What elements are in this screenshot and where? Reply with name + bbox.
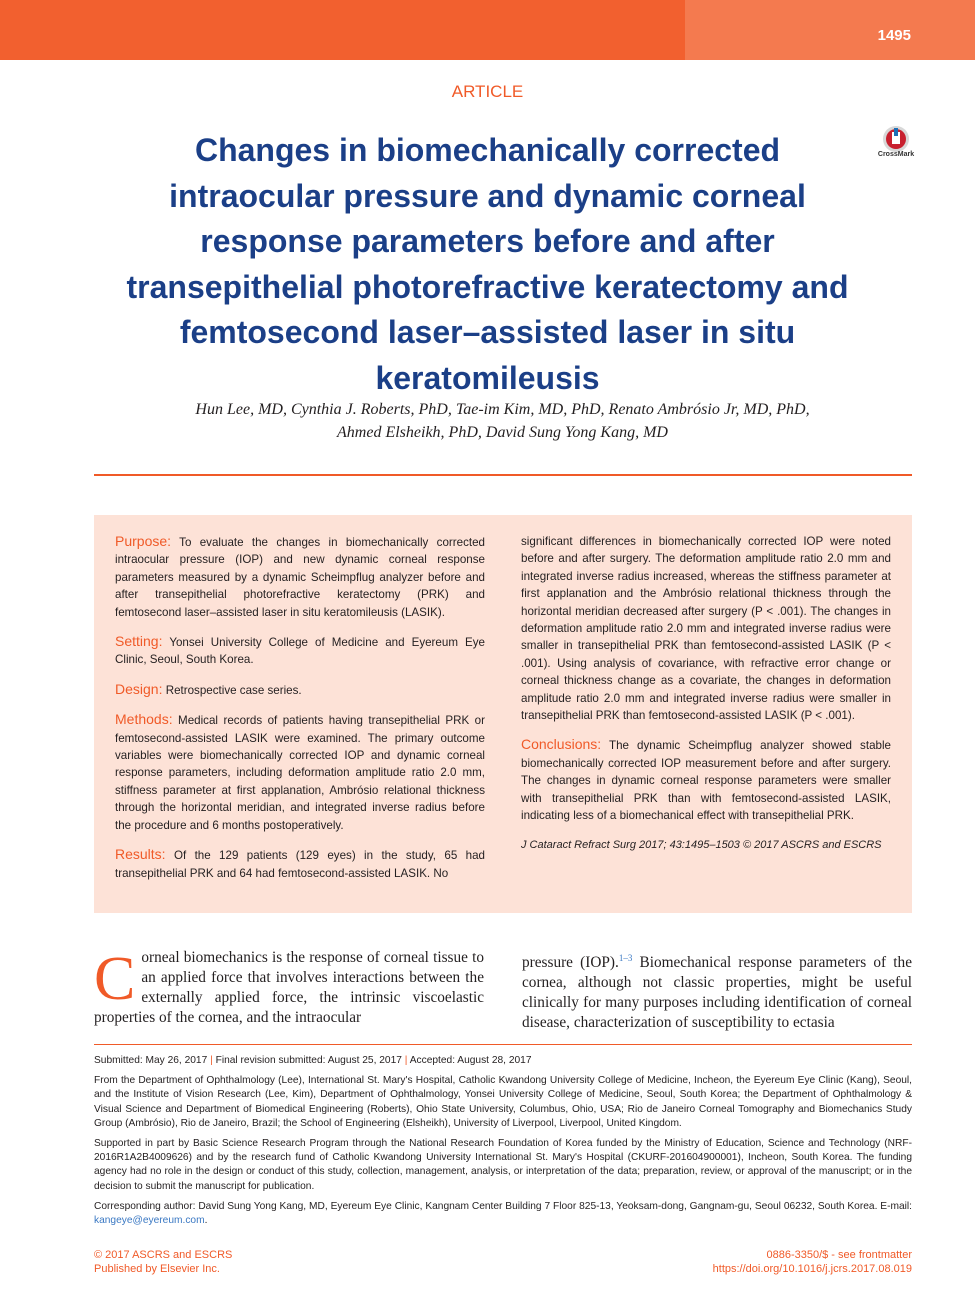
title-divider	[94, 474, 912, 476]
results-text-continued: significant differences in biomechanically corrected IOP were noted before and after surgery. The deformation amplitude ratio 2.0 mm and integrated inverse radius increased, whereas the stiffness parameter at first applanation and the Ambrósio relational thickness through the horizontal meridian decreased after surgery (P < .001). The changes in deformation amplitude ratio 2.0 mm and integrated inverse radius were smaller in transepithelial PRK than femtosecond-assisted LASIK (P < .001). Using analysis of covariance, with refractive error change or corneal thickness change as a covariate, the changes in deformation amplitude ratio 2.0 mm and integrated inverse radius were smaller in transepithelial PRK than femtosecond-assisted LASIK (P < .001).	[521, 535, 891, 723]
abstract-design	[115, 681, 485, 699]
top-banner-tab	[685, 0, 975, 60]
corresponding-end: .	[204, 1215, 208, 1227]
conclusions-heading: Conclusions:	[521, 736, 602, 753]
reference-link[interactable]: 1–3	[618, 953, 633, 963]
results-heading: Results:	[115, 846, 166, 863]
crossmark-label: CrossMark	[877, 151, 915, 158]
setting-text: Yonsei University College of Medicine and Eyereum Eye Clinic, Seoul, South Korea.	[115, 636, 485, 667]
corresponding-text: Corresponding author: David Sung Yong Kang, MD, Eyereum Eye Clinic, Kangnam Center Building 7 Floor 825-13, Yeoksam-dong, Gangnam-gu, Seoul 06232, South Korea. E-mail:	[94, 1200, 912, 1212]
page-number: 1495	[877, 27, 911, 44]
body-column-right	[522, 948, 912, 1033]
body-right-text-end: Biomechanical response parameters of the cornea, although not classic properties, might be useful clinically for many purposes including identification of corneal disease, characterization of susceptibility to ectasia	[522, 954, 912, 1032]
identifier-block	[713, 1248, 912, 1276]
abstract-methods	[115, 711, 485, 834]
authors-line-2: Ahmed Elsheikh, PhD, David Sung Yong Kang, MD	[337, 424, 668, 441]
abstract-setting	[115, 633, 485, 669]
submission-dates	[94, 1054, 912, 1068]
article-title: Changes in biomechanically corrected intraocular pressure and dynamic corneal response parameters before and after transepithelial photorefractive keratectomy and femtosecond laser–assisted laser in situ keratomileusis	[126, 132, 849, 396]
methods-heading: Methods:	[115, 711, 173, 728]
doi-link[interactable]: https://doi.org/10.1016/j.jcrs.2017.08.019	[712, 1263, 912, 1275]
abstract-column-right	[521, 533, 891, 866]
abstract-column-left	[115, 533, 485, 894]
body-right-text-start: pressure (IOP).	[522, 954, 619, 972]
body-left-text: orneal biomechanics is the response of corneal tissue to an applied force that involves interactions between the externally applied force, the intrinsic viscoelastic properties of the cornea, and the intraocular	[94, 949, 484, 1026]
author-list	[130, 398, 875, 444]
design-text: Retrospective case series.	[162, 683, 302, 697]
issn: 0886-3350/$ - see frontmatter	[766, 1249, 912, 1261]
funding-statement: Supported in part by Basic Science Research Program through the National Research Foundation of Korea funded by the Ministry of Education, Science and Technology (NRF-2016R1A2B4009626) and by the research fund of Catholic Kwandong University International St. Mary's Hospital (CKURF-201604900001), Incheon, South Korea. The funding agency had no role in the design or conduct of this study, collection, management, analysis, or interpretation of the data; preparation, review, or approval of the manuscript; or in the decision to submit the manuscript for publication.	[94, 1138, 912, 1192]
abstract-box	[94, 515, 912, 913]
setting-heading: Setting:	[115, 633, 163, 650]
revision-date: Final revision submitted: August 25, 2017	[215, 1055, 402, 1066]
design-heading: Design:	[115, 680, 163, 697]
separator: |	[210, 1055, 213, 1066]
conclusions-text: The dynamic Scheimpflug analyzer showed stable biomechanically corrected IOP measurement before and after surgery. The changes in dynamic corneal response parameters were smaller with transepithelial PRK than with femtosecond-assisted LASIK, indicating less of a biomechanical effect with transepithelial PRK.	[521, 739, 891, 823]
affiliations: From the Department of Ophthalmology (Lee), International St. Mary's Hospital, Catholic Kwandong University College of Medicine, Incheon, the Eyereum Eye Clinic (Kang), Seoul, and the Institute of Vision Research (Lee, Kim), Department of Ophthalmology, Yonsei University College of Medicine, Seoul, South Korea; the Department of Ophthalmology & Visual Science and Department of Biomedical Engineering (Roberts), Ohio State University, Columbus, Ohio, USA; Rio de Janeiro Corneal Tomography and Biomechanics Study Group (Ambrósio), Rio de Janeiro, Brazil; the School of Engineering (Elsheikh), University of Liverpool, Liverpool, United Kingdom.	[94, 1075, 912, 1129]
body-column-left	[94, 945, 484, 1028]
drop-cap: C	[94, 945, 136, 1013]
abstract-conclusions	[521, 736, 891, 824]
purpose-heading: Purpose:	[115, 533, 172, 549]
separator: |	[404, 1055, 408, 1066]
purpose-text: To evaluate the changes in biomechanically corrected intraocular pressure (IOP) and new dynamic corneal response parameters measured by a dynamic Scheimpflug analyzer before and after transepithelial photorefractive keratectomy (PRK) and femtosecond laser–assisted laser in situ keratomileusis (LASIK).	[115, 536, 485, 619]
corresponding-author	[94, 1200, 912, 1228]
email-link[interactable]: kangeye@eyereum.com	[94, 1215, 205, 1227]
publisher: Published by Elsevier Inc.	[94, 1263, 220, 1275]
accepted-date: Accepted: August 28, 2017	[409, 1055, 532, 1066]
methods-text: Medical records of patients having transepithelial PRK or femtosecond-assisted LASIK were examined. The primary outcome variables were biomechanically corrected IOP and dynamic corneal response parameters, including deformation amplitude ratio 2.0 mm, stiffness parameter at first applanation, Ambrósio relational thickness through the horizontal meridian, and integrated inverse radius before the procedure and 6 months postoperatively.	[115, 714, 485, 832]
authors-line-1: Hun Lee, MD, Cynthia J. Roberts, PhD, Tae-im Kim, MD, PhD, Renato Ambrósio Jr, MD, PhD,	[195, 401, 810, 418]
abstract-results	[115, 846, 485, 882]
submitted-date: Submitted: May 26, 2017	[94, 1055, 208, 1066]
copyright-block	[94, 1248, 232, 1276]
footnotes	[94, 1054, 912, 1234]
copyright: © 2017 ASCRS and ESCRS	[94, 1249, 233, 1261]
abstract-purpose	[115, 533, 485, 621]
section-label: ARTICLE	[451, 82, 524, 101]
results-text: Of the 129 patients (129 eyes) in the study, 65 had transepithelial PRK and 64 had femtosecond-assisted LASIK. No	[115, 849, 485, 880]
footnote-divider	[94, 1044, 912, 1045]
journal-citation: J Cataract Refract Surg 2017; 43:1495–1503 © 2017 ASCRS and ESCRS	[521, 838, 882, 851]
